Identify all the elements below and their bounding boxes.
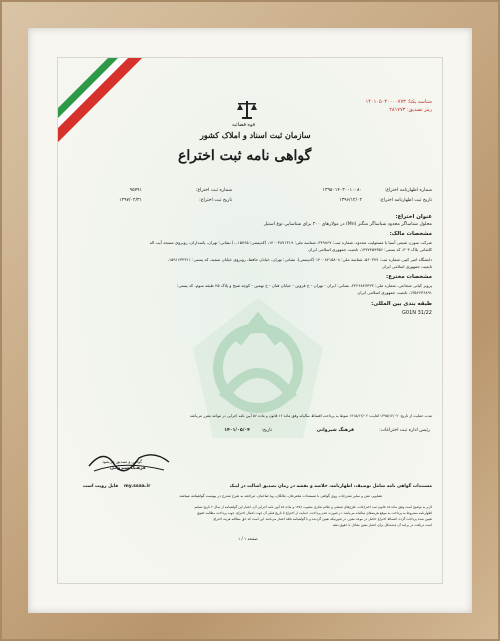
protection-period: مدت حمایت از تاریخ: ۱۳۹۵/۱۲/۰۲ لغایت: ۱۴۱۵/۱۲/۰۲ منوط به پرداخت اقساط سالیانه وفق ماده ۱۶ قانون و ماده ۵۶ آیین نامه اجرایی در مواعد مقرر می‌باشد [189,414,432,418]
owner-1: شرکت سوزن شیمی آسیا با مسئولیت محدود، شماره ثبت: ۳۴۹۸۶۷، شناسه ملی: ۱۴۰۰۳۸۷۱۳۱۹، (کدپستی: ۱۵۷۶۵...) نشانی: تهران، پاسداران، روبروی مسجد آیت اله [149,240,432,245]
verification-link[interactable]: my.ssaa.ir [124,484,151,489]
iran-flag-ribbon [58,58,178,178]
declaration-number: ۱۳۹۵۰۱۴۰۳۰۰۱۰۰۸۰ [322,188,362,193]
declaration-date-label: تاریخ ثبت اظهارنامه اختراع: [379,198,432,203]
registration-number-label: شماره ثبت اختراع: [195,188,232,193]
head-name: فرهنگ شیروانی [316,428,354,433]
head-label: رئیس اداره ثبت اختراعات: [379,428,430,433]
issue-date: ۱۴۰۱/۰۵/۰۴ [224,428,250,433]
inventors-label: مشخصات مخترع: [386,274,432,280]
judiciary-label: قوه قضائیه [232,122,256,128]
verification-code: رمز تصدیق: ۲۸۱۷۷۳ [389,107,432,113]
registration-date-label: تاریخ ثبت اختراع: [199,198,232,203]
organization-name: سازمان ثبت اسناد و املاک کشور [200,130,311,140]
signer-name: فرهنگ شیروانی [110,466,146,471]
legal-note-1: لازم به توضیح است وفق ماده ۱۵ قانون ثبت اختراعات، طرح‌های صنعتی و علائم تجاری مصوب ۱۳۸۶ و ماده ۵۶ آیین نامه اجرایی آن، اعتبار این گواهینامه از سال ۲ تاریخ تسلیم [194,505,432,509]
certificate-title: گواهی نامه ثبت اختراع [178,148,312,164]
legal-note-3: تعیین شده پرداخت گردد. اقساط اختراع حاصل در موعد مقرر، در صورتیکه تعیین گردیده و یا گواهینامه فاقد اعتبار می‌باشد این است که حق مطالبه هزینه اختراع [213,517,432,521]
page-number: صفحه ۱ / ۱ [238,536,258,541]
documents-note: تصاویر، متن و سایر مندرجات روی گواهی با مستندات مخترعان، مالکان، ویا صاحبان، مراجعه به شرح مندرج در پیوست گواهینامه میباشد. [178,494,382,498]
registration-date: ۱۳۹۷/۰۲/۳۱ [119,198,142,203]
legal-note-4: است دریافت در برایند آن چندشکل برای اعتبار معین معادل با حقوق دهید [332,523,432,527]
inventor-1-cont: ۱۳۵۶۶۳۶۸۹۱، تابعیت جمهوری اسلامی ایران [357,290,432,295]
owner-1-cont: کاشانی پلاک ۳۰۳، کد پستی: ۱۳۷۷۴۵۹۳۵۶، تابعیت جمهوری اسلامی ایران [308,247,432,252]
declaration-number-label: شماره اظهارنامه اختراع: [384,188,432,193]
owner-2-cont: تابعیت جمهوری اسلامی ایران [381,264,432,269]
certificate [58,58,442,583]
declaration-date: ۱۳۹۶/۱۲/۰۲ [339,198,362,203]
inventor-1: پرویز کیانی شجاعی، شماره ملی: ۲۲۲۶۸۴۷۳۲۳، نشانی: ایران - تهران - خ قزوین - خیابان قبان - خ نهمین - کوچه شیخ و پلاک ۲۵ طبقه سوم، کد پستی: [176,283,432,288]
owners-label: مشخصات مالک: [389,231,432,237]
registration-number: ۹۵۷۹۱ [129,188,142,193]
classification-label: طبقه بندی بین المللی: [371,301,432,307]
documents-notice-end: قابل رویت است [83,484,119,489]
justice-emblem-watermark [183,288,333,448]
signature-caption: گواهی و تصدیق می‌شود [102,459,143,464]
invention-title: محلول شناساگر محدود شناساگر منگنز (Mn) در مولارهای ۲۰۰ برای شناسایی نوع استیل [263,222,432,227]
legal-note-2: اظهارنامه مشروط به پرداخت به موقع هزینه‌های سالیانه می‌باشد. در صورت عدم پرداخت، حمایت از اختراع تا تاریخ قبلی آن جهت اعمال اختراع، جهت پرداخت مطالبه حقوق [196,511,432,515]
scales-emblem-icon [235,98,259,120]
invention-title-label: عنوان اختراع: [395,214,432,220]
owner-2: دانشگاه امیر کبیر، شماره ثبت: ۵۶۰۳۷۷، شناسه ملی: ۱۴۰۰۸۲۱۵۸۰۸ (کدپستی)، نشانی: تهران، خیابان حافظ، روبروی خیابان سمیه، کد پستی: ۱۵۹۱۶۳۴۳۱۱، [167,257,432,262]
documents-notice: مستندات گواهی نامه شامل توصیف، اظهارنامه، خلاصه و نقشه در زمان تصدیق اصالت در لینک [229,484,432,489]
unique-id: شناسه یکتا: ۱۴۰۱۰۵۰۳۰۰۰۰۷۷۳ [365,99,432,105]
classification-value: G01N 31/22 [402,310,432,316]
issue-date-label: تاریخ: [261,428,272,433]
